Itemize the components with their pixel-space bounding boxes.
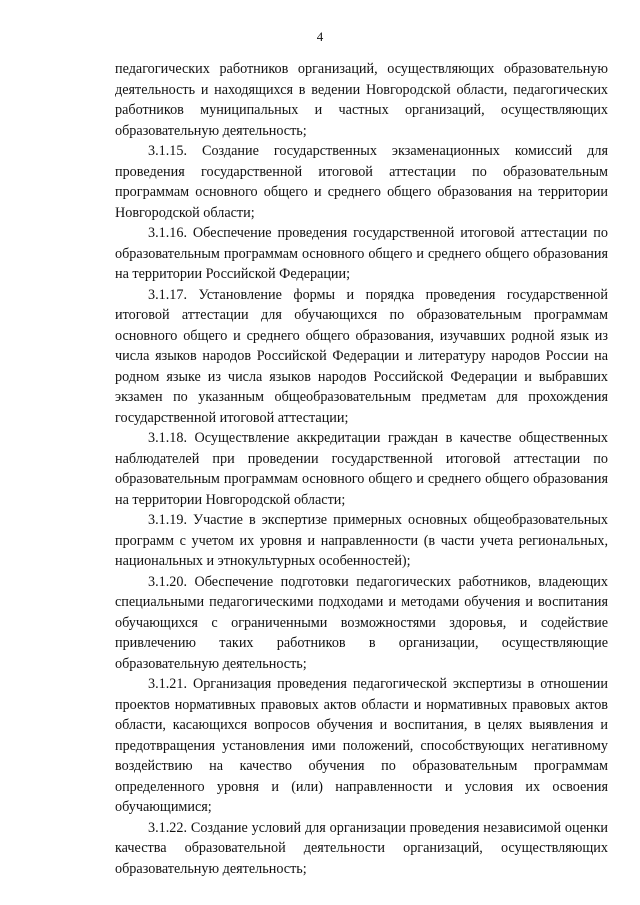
paragraph-3-1-19: 3.1.19. Участие в экспертизе примерных основных общеобразовательных программ с учетом их уровня и направленности (в части учета региональных, национальных и этнокультурных особенностей);: [115, 512, 608, 569]
paragraph-3-1-21: 3.1.21. Организация проведения педагогической экспертизы в отношении проектов нормативных правовых актов области и нормативных правовых актов области, касающихся вопросов обучения и воспитания, в целях выявления и предотвращения установления ими положений, способствующих негативному воздействию на качество обучения по образовательным программам определенного уровня и (или) направленности и условия их освоения обучающимися;: [115, 676, 608, 815]
paragraph-continuation: педагогических работников организаций, осуществляющих образовательную деятельность и находящихся в ведении Новгородской области, педагогических работников муниципальных и частных организаций, осуществляющих образовательную деятельность;: [115, 61, 608, 139]
paragraph-3-1-17: 3.1.17. Установление формы и порядка проведения государственной итоговой аттестации для обучающихся по образовательным программам основного общего и среднего общего образования, изучавших родной язык из числа языков народов Российской Федерации и литературу народов России на родном языке из числа языков народов Российской Федерации и выбравших экзамен по указанным общеобразовательным предметам для прохождения государственной итоговой аттестации;: [115, 286, 608, 426]
paragraph-3-1-22: 3.1.22. Создание условий для организации проведения независимой оценки качества образовательной деятельности организаций, осуществляющих образовательную деятельность;: [115, 819, 608, 877]
paragraph-3-1-20: 3.1.20. Обеспечение подготовки педагогических работников, владеющих специальными педагогическими подходами и методами обучения и воспитания обучающихся с ограниченными возможностями здоровья, и содействие привлечению таких работников в организации, осуществляющие образовательную деятельность;: [115, 573, 608, 672]
paragraph-3-1-16: 3.1.16. Обеспечение проведения государственной итоговой аттестации по образовательным программам основного общего и среднего общего образования на территории Российской Федерации;: [115, 225, 608, 282]
document-body: [115, 59, 608, 879]
page-number: 4: [316, 29, 324, 44]
paragraph-3-1-15: 3.1.15. Создание государственных экзаменационных комиссий для проведения государственной итоговой аттестации по образовательным программам основного общего и среднего общего образования на территории Новгородской области;: [115, 143, 608, 221]
paragraph-3-1-18: 3.1.18. Осуществление аккредитации граждан в качестве общественных наблюдателей при проведении государственной итоговой аттестации по образовательным программам основного общего и среднего общего образования на территории Новгородской области;: [115, 430, 608, 508]
